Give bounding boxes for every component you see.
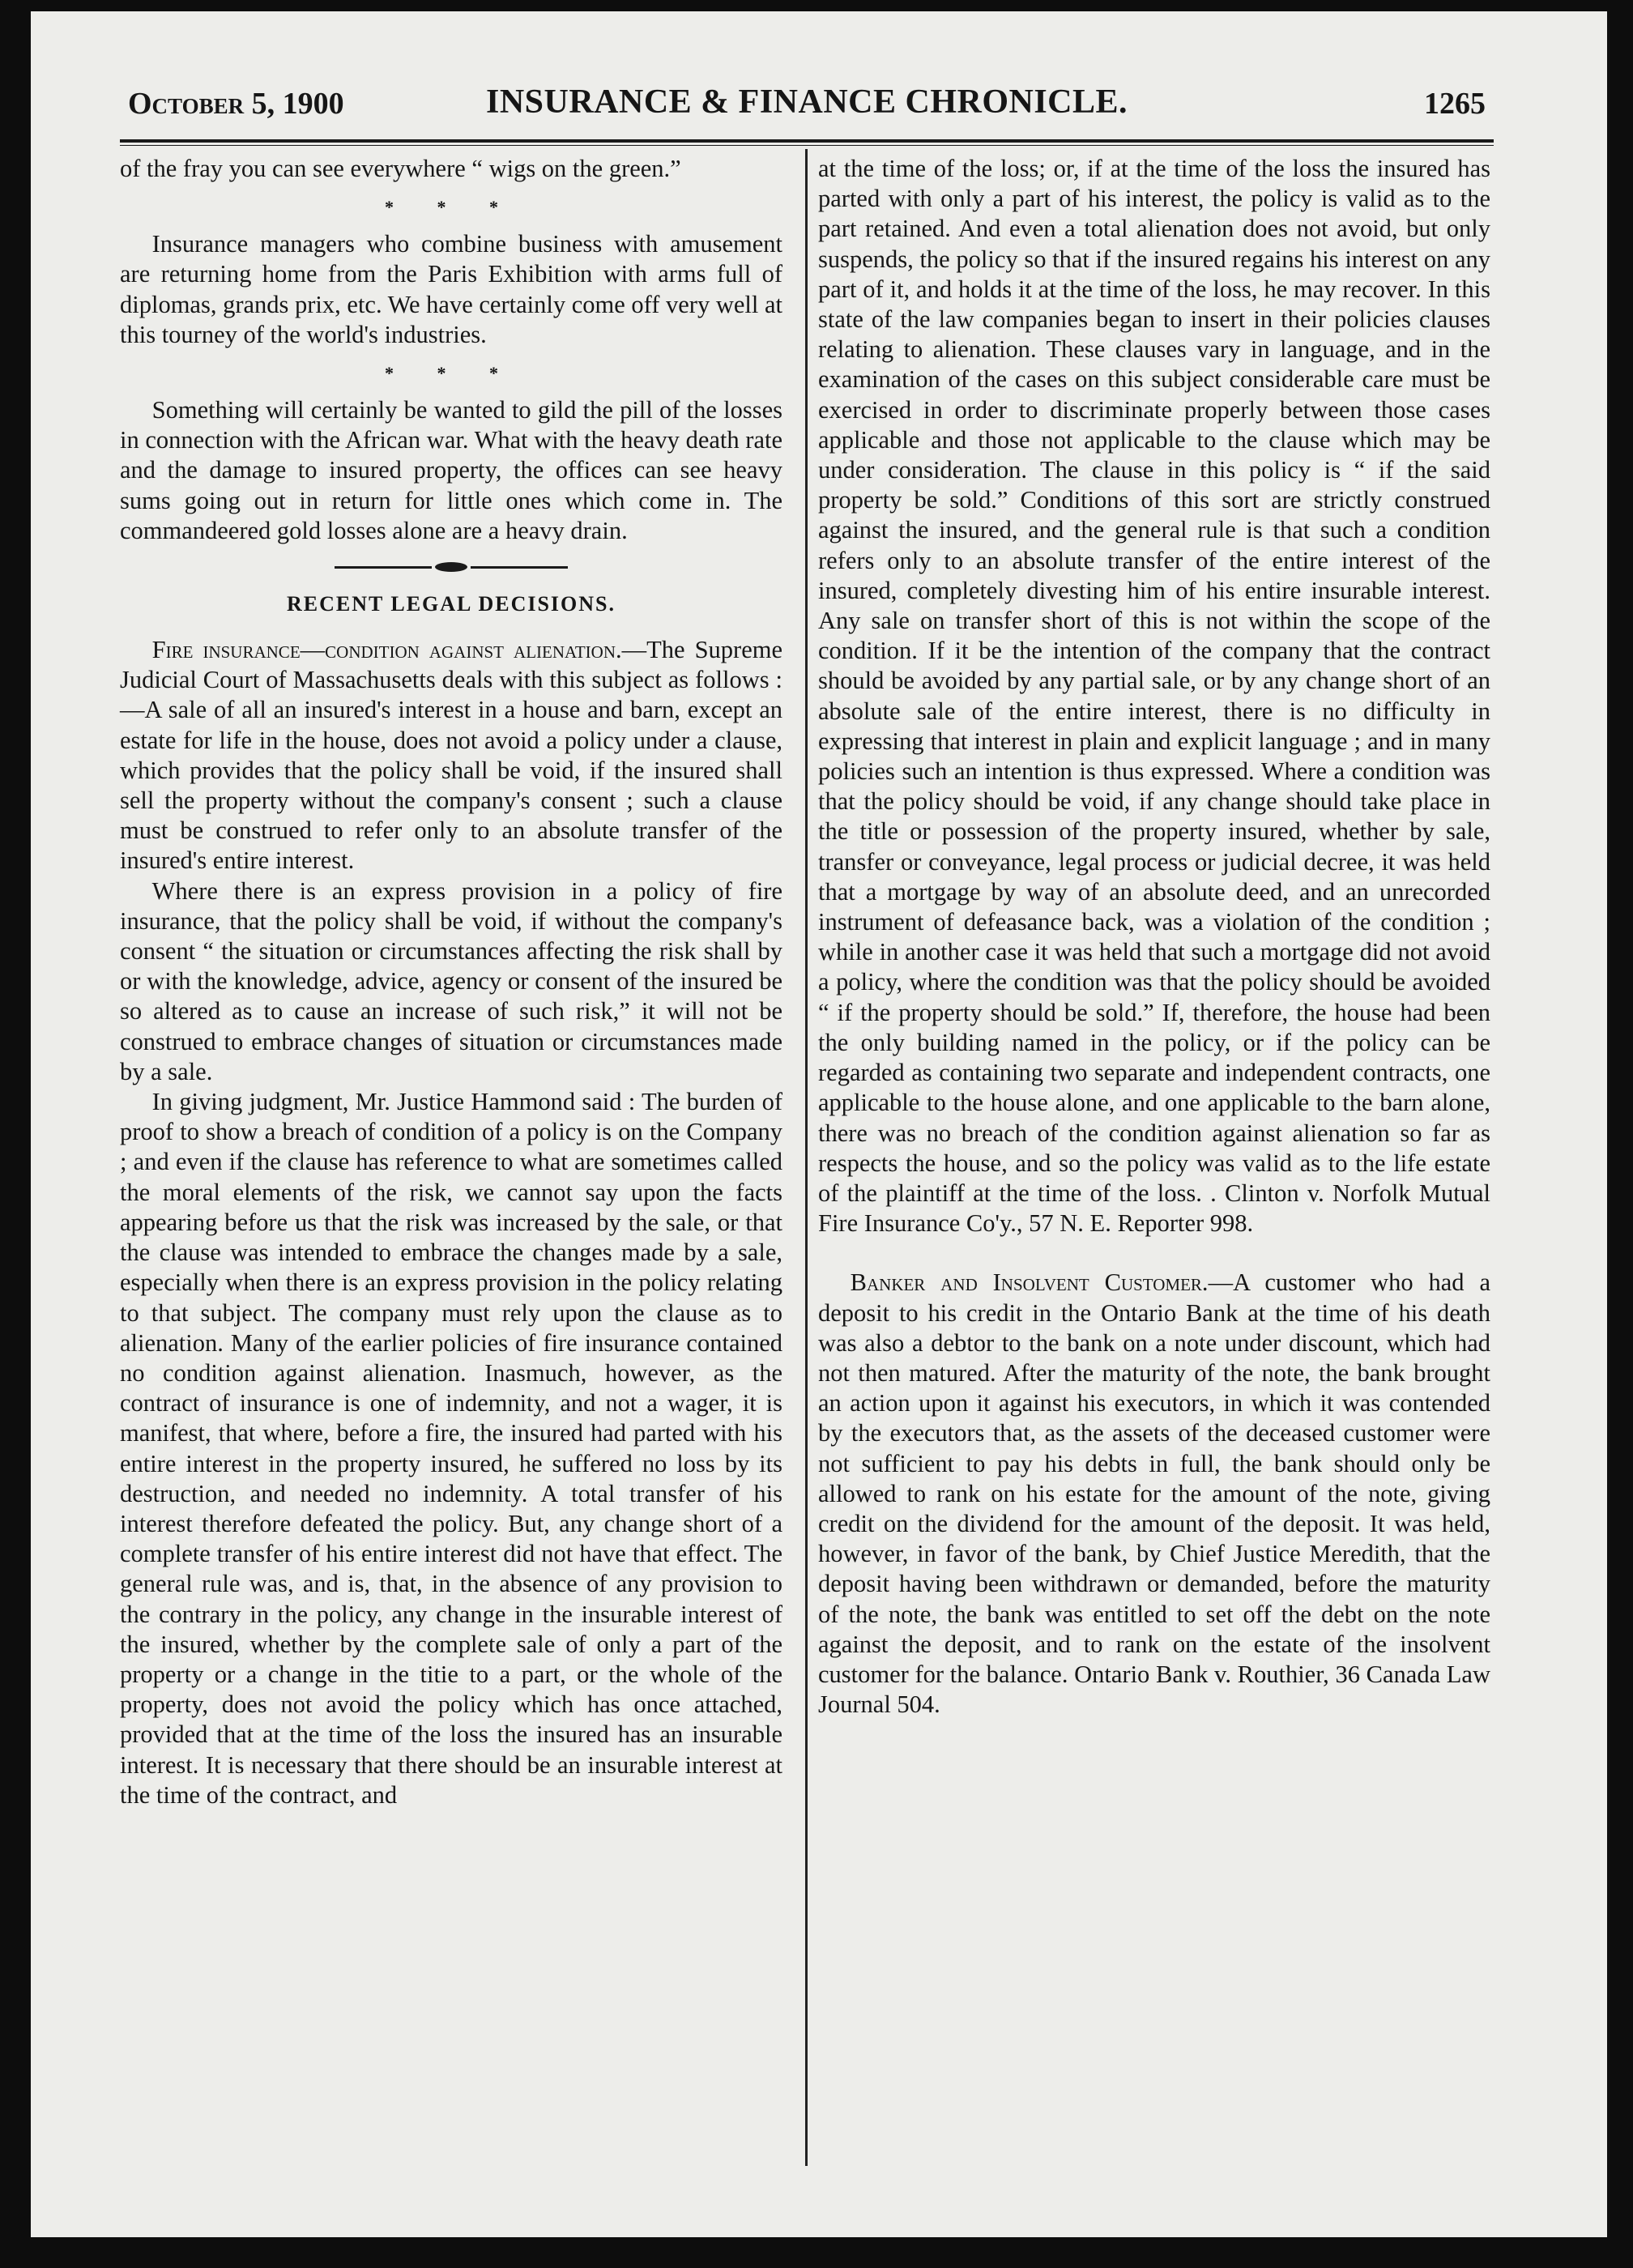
newspaper-page: [31, 11, 1607, 2237]
header-rule: [120, 139, 1494, 146]
paragraph: of the fray you can see everywhere “ wigs on the green.”: [120, 155, 681, 182]
publication-title: INSURANCE & FINANCE CHRONICLE.: [485, 83, 1128, 121]
left-column: [120, 154, 782, 1810]
paragraph: In giving judgment, Mr. Justice Hammond said : The burden of proof to show a breach of condition of a policy is on the Company ; and even if the clause has reference to what are sometimes called the moral elements of the risk, we cannot say upon the facts appearing before us that the risk was increased by the sale, or that the clause was intended to embrace the changes made by a sale, especially when there is an express provision in the policy relating to that subject. The company must rely upon the clause as to alienation. Many of the earlier policies of fire insurance contained no condition against alienation. Inasmuch, however, as the contract of insurance is one of indemnity, and not a wager, it is manifest, that where, before a fire, the insured had parted with his entire interest in the property insured, he suffered no loss by its destruction, and needed no indemnity. A total transfer of his interest therefore defeated the policy. But, any change short of a complete transfer of his entire interest did not have that effect. The general rule was, and is, that, in the absence of any provision to the contrary in the policy, any change in the insurable interest of the insured, whether by the complete sale of only a part of the property or a change in the titie to a part, or the whole of the property, does not avoid the policy which has once attached, provided that at the time of the loss the insured has an insurable interest. It is necessary that there should be an insurable interest at the time of the contract, and: [120, 1088, 782, 1809]
paragraph: Where there is an express provision in a policy of fire insurance, that the policy shall be void, if without the company's consent “ the situation or circumstances affecting the risk shall by or with the knowledge, advice, agency or consent of the insured be so altered as to cause an increase of such risk,” it will not be construed to embrace changes of situation or circumstances made by a sale.: [120, 876, 782, 1085]
section-heading: RECENT LEGAL DECISIONS.: [286, 592, 616, 616]
paragraph-body: —A customer who had a deposit to his credit in the Ontario Bank at the time of his death was also a debtor to the bank on a note under discount, which had not then matured. After the maturity of the note, the bank brought an action upon it against his executors, in which it was contended by the executors that, as the assets of the deceased customer were not sufficient to pay his debts in full, the bank should only be allowed to rank on his estate for the amount of the note, giving credit on the dividend for the amount of the deposit. It was held, however, in favor of the bank, by Chief Justice Meredith, that the deposit having been withdrawn or demanded, before the maturity of the note, the bank was entitled to set off the debt on the note against the deposit, and to rank on the estate of the insolvent customer for the balance. Ontario Bank v. Routhier, 36 Canada Law Journal 504.: [818, 1268, 1490, 1719]
paragraph-lead: Banker and Insolvent Customer.: [850, 1268, 1209, 1297]
ornamental-rule: [120, 551, 782, 583]
paragraph: at the time of the loss; or, if at the time of the loss the insured has parted with only a part of his interest, the policy is valid as to the part retained. And even a total alienation does not avoid, but only suspends, the policy so that if the insured regains his interest on any part of it, and holds it at the time of the loss, he may recover. In this state of the law companies began to insert in their policies clauses relating to alienation. These clauses vary in language, and in the examination of the cases on this subject considerable care must be exercised in order to discriminate properly between those cases applicable and those not applicable to the clause which may be under consideration. The clause in this policy is “ if the said property be sold.” Conditions of this sort are strictly construed against the insured, and the general rule is that such a condition refers only to an absolute transfer of the entire interest of the insured, completely divesting him of his entire insurable interest. Any sale on transfer short of this is not within the scope of the condition. If it be the intention of the company that the contract should be avoided by any partial sale, or by any change short of an absolute sale of the entire interest, there is no difficulty in expressing that interest in plain and explicit language ; and in many policies such an intention is thus expressed. Where a condition was that the policy should be void, if any change should take place in the title or possession of the property insured, whether by sale, transfer or conveyance, legal process or judicial decree, it was held that a mortgage by way of an absolute deed, and an unrecorded instrument of defeasance back, was a violation of the condition ; while in another case it was held that such a mortgage did not avoid a policy, where the condition was that the policy should be avoided “ if the property should be sold.” If, therefore, the house had been the only building named in the policy, or if the policy can be regarded as containing two separate and independent contracts, one applicable to the house alone, and one applicable to the barn alone, there was no breach of the condition against alienation so far as respects the house, and so the policy was valid as to the life estate of the plaintiff at the time of the loss. . Clinton v. Norfolk Mutual Fire Insurance Co'y., 57 N. E. Reporter 998.: [818, 155, 1490, 1238]
paragraph-lead: Fire insurance—condition against alienation.: [151, 636, 622, 664]
paragraph-body: —The Supreme Judicial Court of Massachusetts deals with this subject as follows :—A sale of all an insured's interest in a house and barn, except an estate for life in the house, does not avoid a policy under a clause, which provides that the policy shall be void, if the insured shall sell the property without the company's consent ; such a clause must be construed to refer only to an absolute transfer of the insured's entire interest.: [120, 636, 782, 875]
right-column: [818, 154, 1490, 1720]
running-head: [128, 83, 1486, 134]
section-break-stars: * * *: [385, 197, 518, 218]
paragraph: [120, 635, 782, 876]
issue-date: October 5, 1900: [128, 87, 344, 121]
page-number: 1265: [1424, 87, 1486, 121]
column-divider: [805, 149, 808, 2166]
paragraph: [818, 1268, 1490, 1720]
paragraph: Insurance managers who combine business with amusement are returning home from the Paris Exhibition with arms full of diplomas, grands prix, etc. We have certainly come off very well at this tourney of the world's industries.: [120, 230, 782, 348]
section-break-stars: * * *: [385, 363, 518, 384]
paragraph: Something will certainly be wanted to gild the pill of the losses in connection with the African war. What with the heavy death rate and the damage to insured property, the offices can see heavy sums going out in return for little ones which come in. The commandeered gold losses alone are a heavy drain.: [120, 396, 782, 544]
